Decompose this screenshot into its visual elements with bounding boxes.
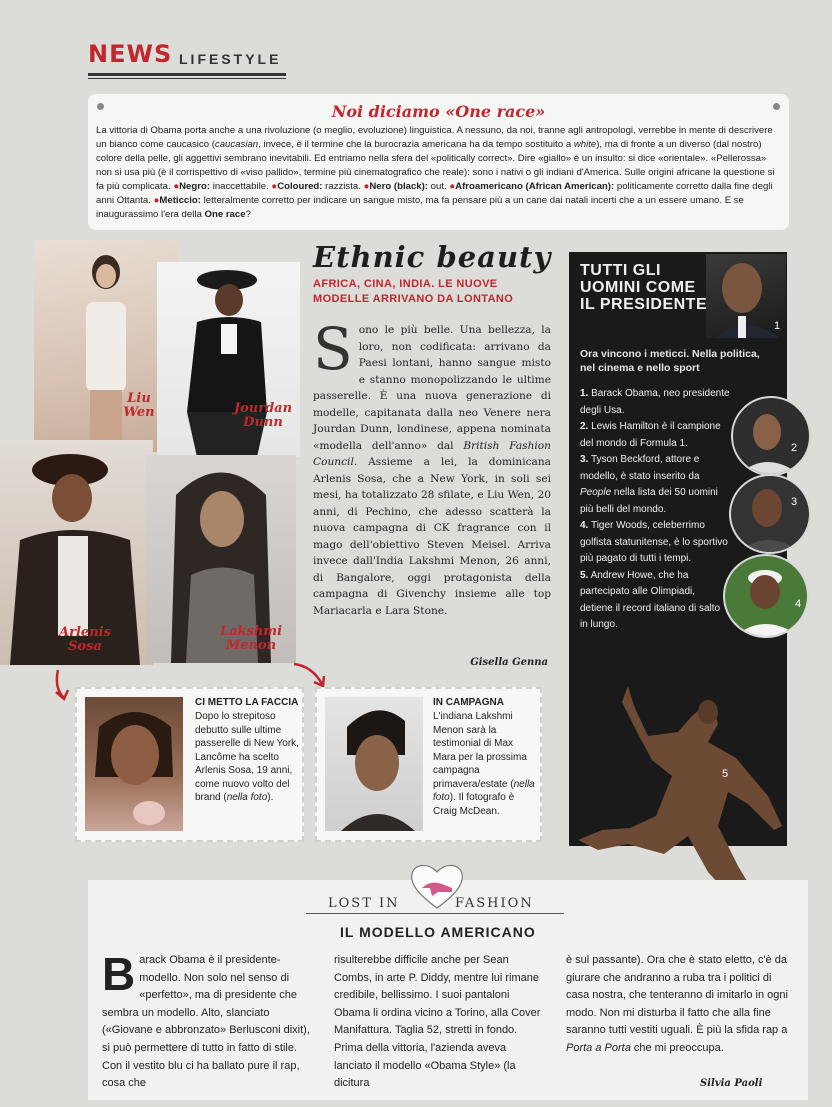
photo-obama	[706, 254, 786, 338]
pin-icon	[97, 103, 104, 110]
sidebar-list	[580, 386, 730, 634]
stamp-title: IN CAMPAGNA	[433, 697, 504, 708]
lost-author: Silvia Paoli	[700, 1078, 763, 1089]
sidebar-title: TUTTI GLI UOMINI COME IL PRESIDENTE	[580, 262, 708, 313]
article-title: Ethnic beauty	[313, 240, 552, 274]
drop-cap: S	[313, 315, 353, 383]
list-item: 1. Barack Obama, neo presidente degli Usa.	[580, 388, 730, 416]
caption-arlenis-sosa: Arlenis Sosa	[59, 625, 111, 654]
article-body: Sono le più belle. Una bellezza, la loro, non codificata: arrivano da Paesi lontani, hanno sangue misto e stanno monopolizzando le ultime passerelle. È una nuova generazione di modelle, capitanata dalla neo Venere nera Jourdan Dunn, londinese, appena nominata «modella dell'anno» dal British Fashion Council. Assieme a lei, la dominicana Arlenis Sosa, che a New York, in soli sei mesi, ha totalizzato 28 sfilate, e Liu Wen, 20 anni, di Pechino, che adesso scatterà la nuova campagna di CK fragrance con il mago dell'obiettivo Steven Meisel. Arriva invece dall'India Lakshmi Menon, 26 anni, di Bangalore, oggi protagonista della campagna di Givenchy insieme alle top Mariacarla e Lara Stone.	[313, 315, 551, 617]
photo-arlenis-sosa	[0, 440, 153, 665]
caption-jourdan-dunn: Jourdan Dunn	[233, 401, 293, 430]
lost-column-1: Barack Obama è il presidente-modello. Non solo nel senso di «perfetto», ma di presidente che sembra un modello. Alto, slanciato («Giovane e abbronzato» Berlusconi dixit), si può permettere di tutto in fatto di stile. Con il vestito blu ci ha ballato pure il rap, cosa che	[102, 948, 310, 1090]
lost-heading: IL MODELLO AMERICANO	[340, 924, 536, 940]
photo-number: 3	[791, 496, 798, 508]
lost-title-right: FASHION	[455, 896, 534, 911]
lost-column-3: è sul passante). Ora che è stato eletto, c'è da giurare che andranno a ruba tra i politici di casa nostra, che tenteranno di imitarlo in ogni modo. Non mi disturba il fatto che alla fine saranno tutti vestiti uguali. È più la sfida rap a Porta a Porta che mi preoccupa.	[566, 954, 788, 1054]
photo-beckford	[729, 474, 811, 554]
arrow-down-icon	[48, 668, 78, 702]
header-rule-thin	[88, 78, 286, 79]
photo-number: 1	[774, 320, 781, 332]
lost-title-left: LOST IN	[328, 896, 400, 911]
article-subtitle: AFRICA, CINA, INDIA. LE NUOVE MODELLE ARRIVANO DA LONTANO	[313, 278, 514, 305]
caption-lakshmi-menon: Lakshmi Menon	[219, 624, 283, 653]
portrait-woods	[725, 556, 807, 636]
photo-number: 2	[791, 442, 798, 454]
lost-column-2: risulterebbe difficile anche per Sean Combs, in arte P. Diddy, mentre lui rimane credibile, bellissimo. I suoi pantaloni Obama li ordina vicino a Torino, alla Cover Manifattura. Taglia 52, stretti in fondo. Prima della vittoria, l'azienda aveva lanciato il modello «Obama Style» (la dicitura	[334, 954, 541, 1090]
stamp-ci-metto-la-faccia	[75, 687, 304, 842]
list-item: 5. Andrew Howe, che ha partecipato alle Olimpiadi, detiene il record italiano di salto in lungo.	[580, 569, 721, 630]
sidebar-subtitle: Ora vincono i meticci. Nella politica, nel cinema e nello sport	[580, 348, 760, 374]
article-author: Gisella Genna	[470, 657, 548, 668]
list-item: 3. Tyson Beckford, attore e modello, è stato inserito da People nella lista dei 50 uomini più belli del mondo.	[580, 454, 718, 515]
stamp-text-block	[195, 697, 299, 805]
photo-jourdan-dunn	[157, 262, 300, 457]
stamp-text: Dopo lo strepitoso debutto sulle ultime passerelle di New York, Lancôme ha scelto Arlenis Sosa, 19 anni, come nuovo volto del brand (nella foto).	[195, 711, 299, 803]
photo-number: 4	[795, 598, 802, 610]
stamp-text-block	[433, 697, 537, 818]
portrait-lakshmi-menon	[325, 697, 423, 831]
stamp-in-campagna	[315, 687, 542, 842]
one-race-title: Noi diciamo «One race»	[331, 102, 546, 121]
list-item: 2. Lewis Hamilton è il campione del mondo di Formula 1.	[580, 421, 721, 449]
pin-icon	[773, 103, 780, 110]
one-race-text: La vittoria di Obama porta anche a una rivoluzione (o meglio, evoluzione) linguistica. A nessuno, da noi, tranne agli antropologi, verrebbe in mente di descrivere un bianco come caucasico (caucasian, invece, è il termine che la burocrazia americana ha da tempo sostituito a white), ma di fronte a un diverso (dal nostro) colore della pelle, gli aggettivi sembrano inevitabili. Ed entriamo nella sfera del «politically correct». Dire «giallo» è un insulto: si dice «orientale». «Pellerossa» non si usa più (è il corrispettivo di «viso pallido», termine più cinematografico che reale): sono i nativi o gli indiani d'America. Sulle origini africane la questione si fa più complicata. ●Negro: inaccettabile. ●Coloured: razzista. ●Nero (black): out. ●Afroamericano (African American): politicamente corretto dalla fine degli anni Ottanta. ●Meticcio: letteralmente corretto per indicare un sangue misto, ma fa pensare più a un cane dai natali incerti che a un essere umano. E se inaugurassimo l'era della One race?	[96, 125, 775, 220]
stamp-title: CI METTO LA FACCIA	[195, 697, 299, 708]
portrait-beckford	[731, 476, 809, 552]
one-race-box	[88, 94, 789, 230]
photo-hamilton	[731, 396, 811, 476]
drop-cap: B	[102, 948, 136, 1000]
stamp-text: L'indiana Lakshmi Menon sarà la testimonial di Max Mara per la prossima campagna primavera/estate (nella foto). Il fotografo è Craig McDean.	[433, 711, 535, 817]
portrait-hamilton	[733, 398, 809, 474]
arrow-curve-icon	[292, 660, 332, 690]
photo-lakshmi-menon-maxmara	[325, 697, 423, 831]
header-rule	[88, 73, 286, 76]
caption-liu-wen: Liu Wen	[123, 391, 155, 420]
section-title: NEWS	[88, 40, 173, 68]
photo-arlenis-sosa-lancome	[85, 697, 183, 831]
photo-lakshmi-menon	[146, 455, 296, 663]
list-item: 4. Tiger Woods, celeberrimo golfista statunitense, è lo sportivo più pagato di tutti i tempi.	[580, 520, 728, 564]
portrait-arlenis-sosa	[85, 697, 183, 831]
subsection-title: LIFESTYLE	[179, 51, 282, 67]
lost-rule	[306, 913, 564, 914]
photo-woods	[723, 554, 809, 638]
photo-number: 5	[722, 768, 729, 780]
